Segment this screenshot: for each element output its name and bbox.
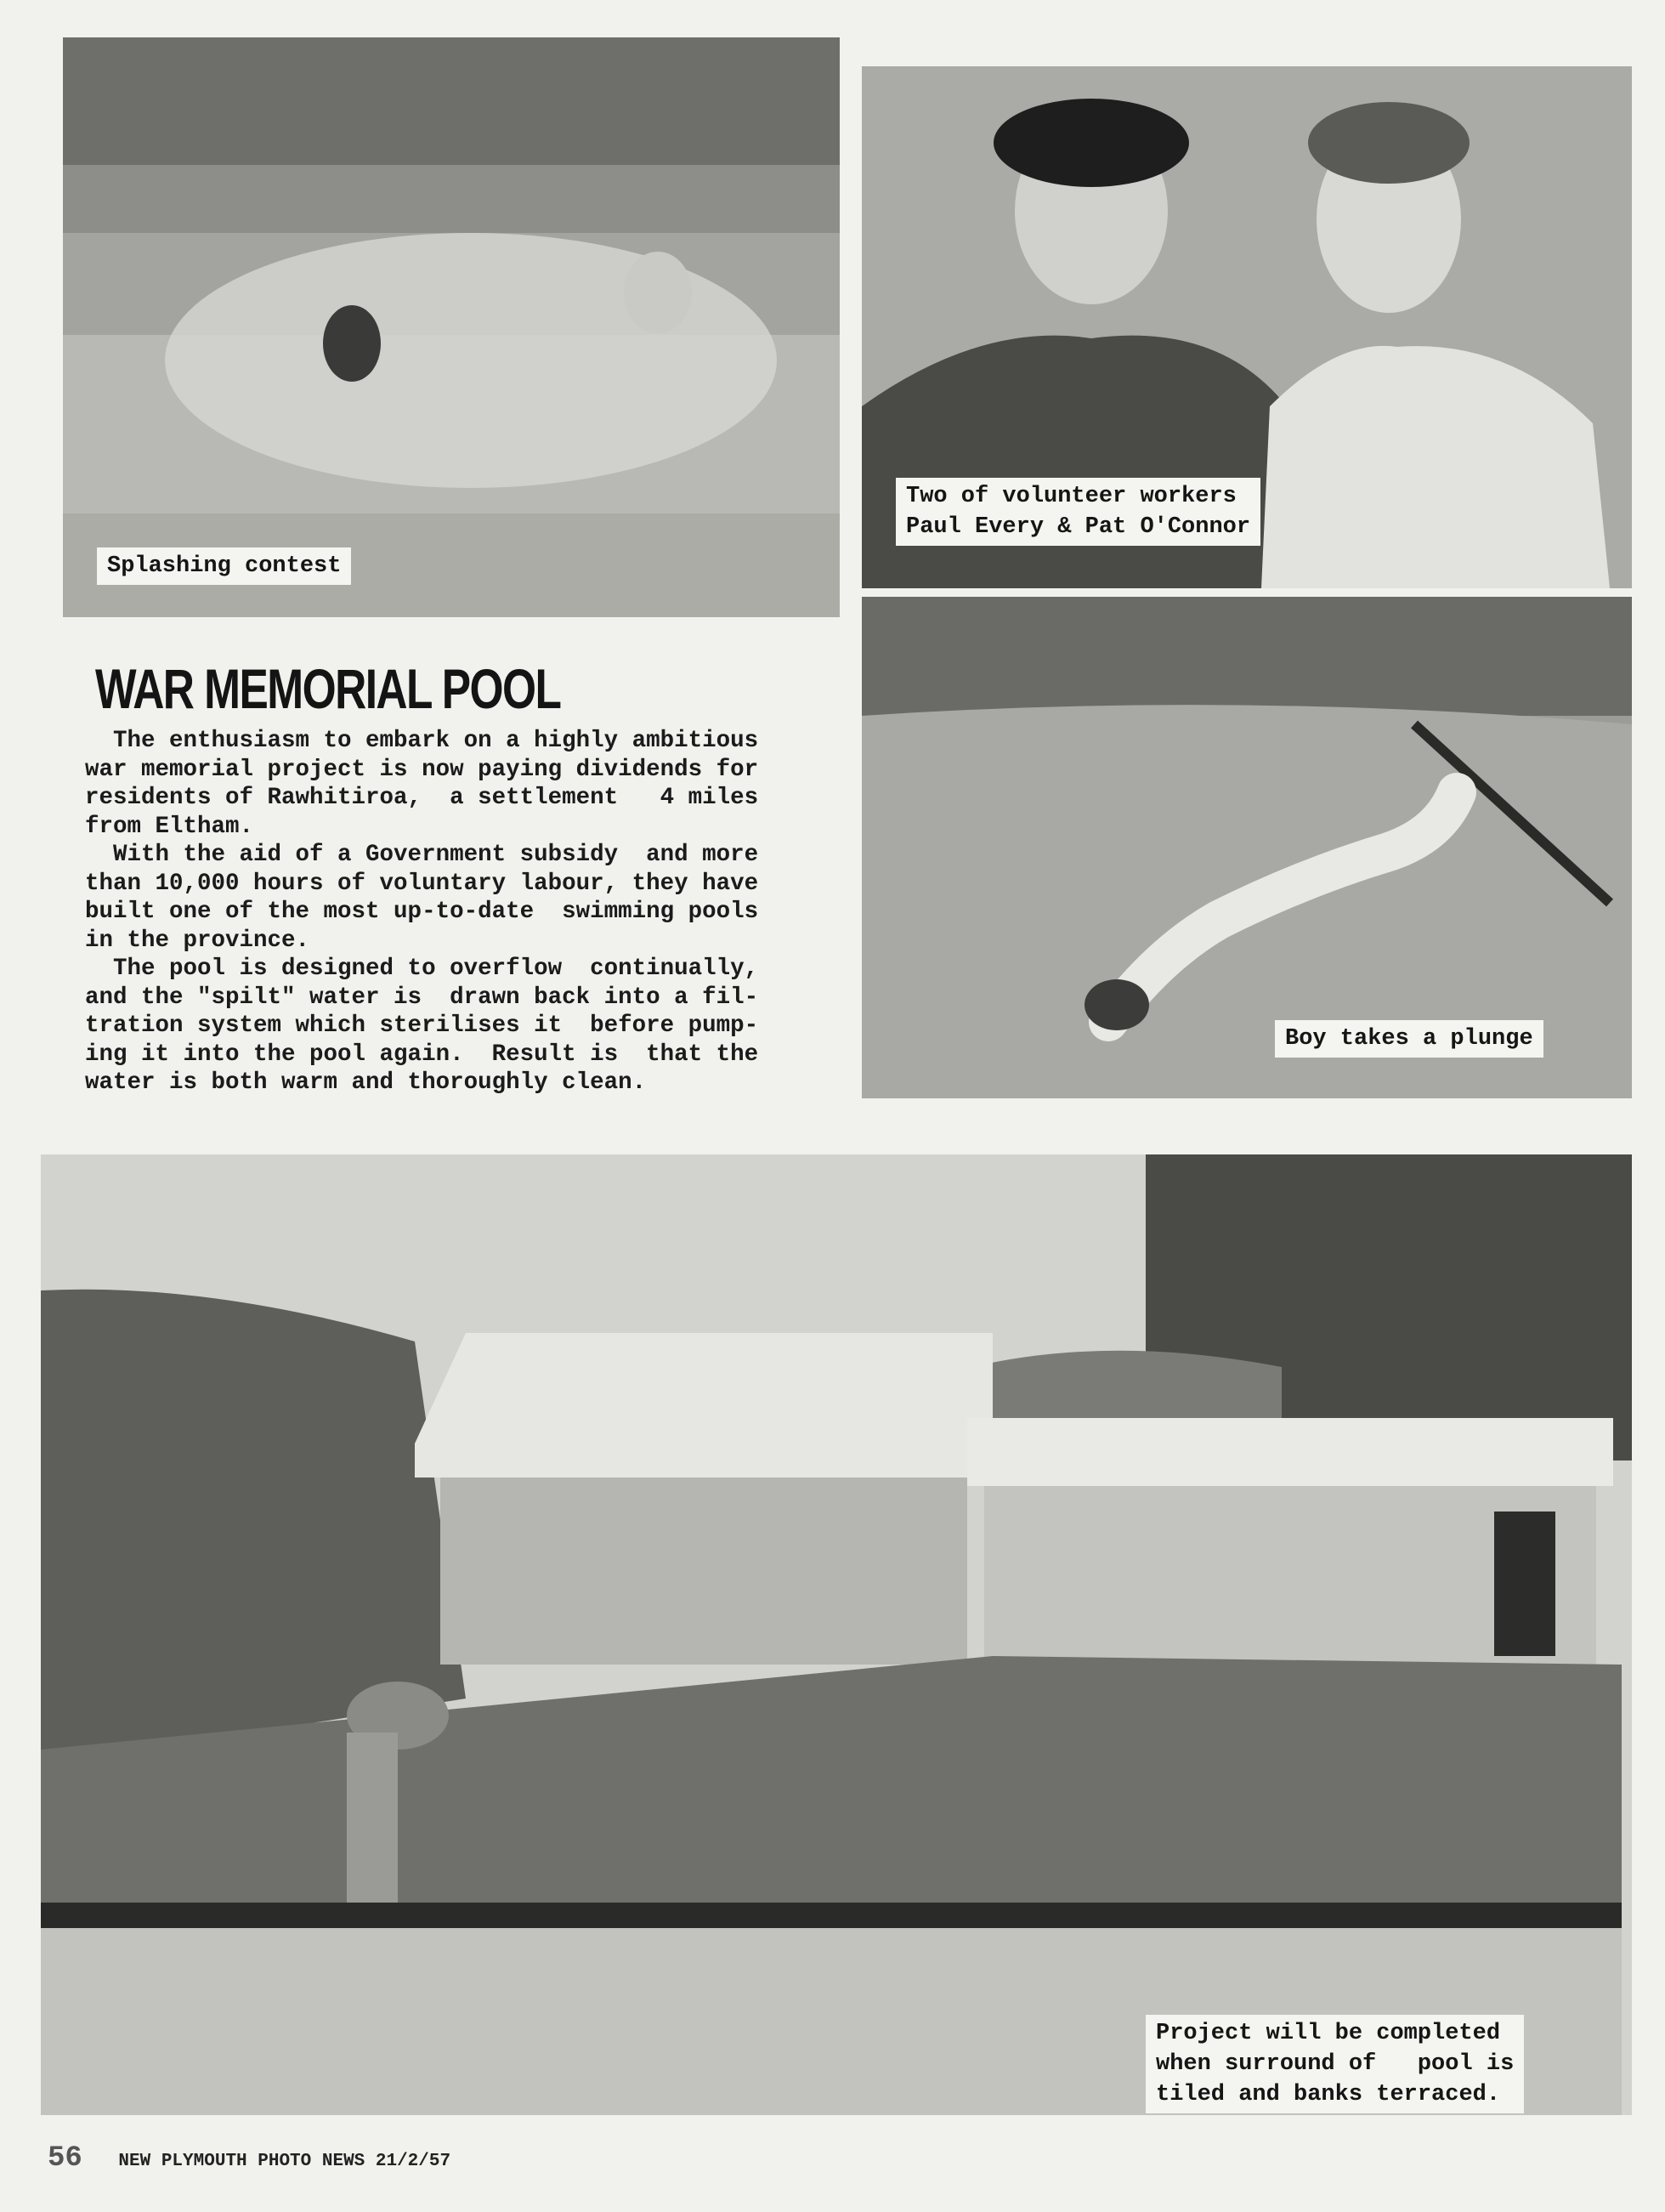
photo-volunteer-workers bbox=[862, 66, 1632, 588]
article-body bbox=[85, 727, 833, 1097]
article-paragraph: The pool is designed to overflow continually, and the "spilt" water is drawn back into a fil- tration system which sterilises it before pump- ing it into the pool again. Result is that the water is both warm and thoroughly clean. bbox=[85, 956, 759, 1096]
caption-memorial-pool: Project will be completed when surround of pool is tiled and banks terraced. bbox=[1146, 2015, 1524, 2113]
article-paragraph: The enthusiasm to embark on a highly ambitious war memorial project is now paying dividends for residents of Rawhitiroa, a settlement 4 miles from Eltham. bbox=[85, 728, 759, 840]
page-footer bbox=[48, 2142, 450, 2175]
splashing-water-image bbox=[63, 37, 840, 617]
article-paragraph: With the aid of a Government subsidy and more than 10,000 hours of voluntary labour, they have built one of the most up-to-date swimming pools in the province. bbox=[85, 842, 759, 954]
caption-volunteer-workers: Two of volunteer workers Paul Every & Pat O'Connor bbox=[896, 478, 1260, 546]
photo-memorial-pool bbox=[41, 1154, 1632, 2115]
publication-credit: NEW PLYMOUTH PHOTO NEWS 21/2/57 bbox=[118, 2152, 451, 2171]
photo-boy-plunge bbox=[862, 597, 1632, 1098]
memorial-pool-image bbox=[41, 1154, 1632, 2115]
article-headline: WAR MEMORIAL POOL bbox=[95, 657, 561, 720]
caption-boy-plunge: Boy takes a plunge bbox=[1275, 1020, 1543, 1058]
photo-splashing-contest bbox=[63, 37, 840, 617]
page-number: 56 bbox=[48, 2142, 82, 2175]
caption-splashing-contest: Splashing contest bbox=[97, 547, 351, 585]
